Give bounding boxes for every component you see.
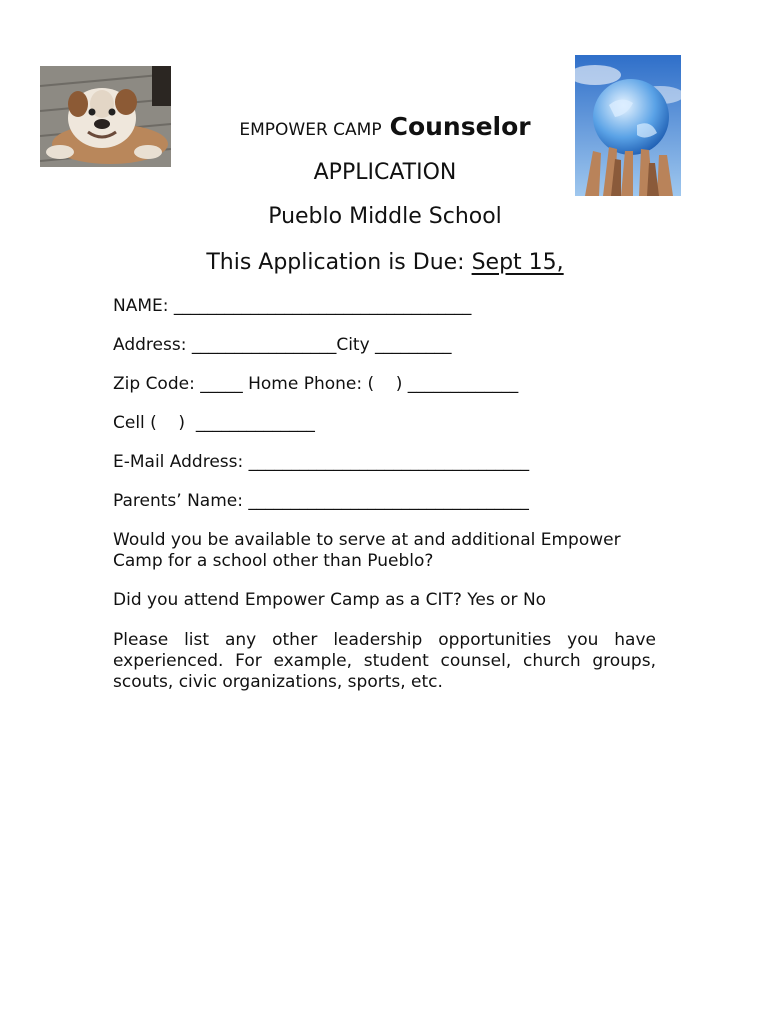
title-line: [0, 112, 770, 141]
availability-question: Would you be available to serve at and additional Empower Camp for a school other than Pueblo?: [113, 530, 621, 571]
camp-label: EMPOWER CAMP: [239, 120, 382, 140]
due-prefix: This Application is Due:: [206, 250, 472, 275]
application-heading: APPLICATION: [313, 160, 457, 185]
cit-question: Did you attend Empower Camp as a CIT? Yes or No: [113, 590, 547, 610]
parents-name-field: Parents’ Name: _________________________________: [113, 491, 529, 511]
zip-phone-field: Zip Code: _____ Home Phone: ( ) _____________: [113, 374, 519, 394]
due-date: Sept 15,: [471, 250, 564, 275]
due-date-line: [0, 250, 770, 275]
leadership-question: Please list any other leadership opportunities you have experienced. For example, student counsel, church groups, scouts, civic organizations, sports, etc.: [113, 630, 656, 692]
role-label: Counselor: [389, 112, 531, 141]
school-name: Pueblo Middle School: [268, 204, 502, 229]
address-field: Address: _________________City _________: [113, 335, 452, 355]
email-field: E-Mail Address: _________________________________: [113, 452, 530, 472]
cell-field: Cell ( ) ______________: [113, 413, 315, 433]
name-field: NAME: ___________________________________: [113, 296, 472, 316]
